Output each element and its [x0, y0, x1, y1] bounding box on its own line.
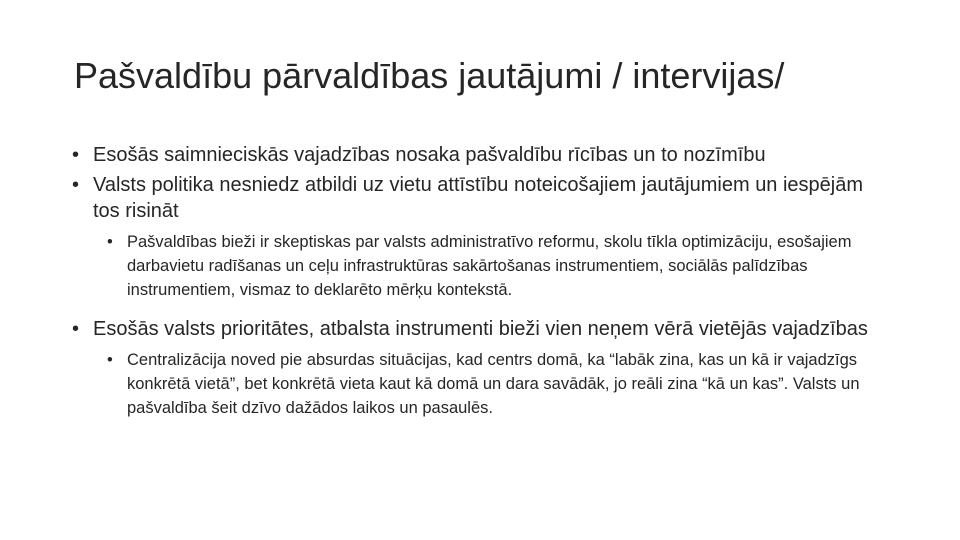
sub-bullet-text: Centralizācija noved pie absurdas situācijas, kad centrs domā, ka “labāk zina, kas un kā ir vajadzīgs konkrētā vietā”, bet konkrētā vieta kaut kā domā un dara savādāk, jo reāli zina “kā un kas”. Valsts un pašvaldība šeit dzīvo dažādos laikos un pasaulēs. — [127, 351, 860, 417]
bullet-text: Esošās saimnieciskās vajadzības nosaka pašvaldību rīcības un to nozīmību — [93, 144, 766, 166]
sub-bullet-item-2 — [107, 230, 887, 302]
bullet-dot: • — [72, 318, 80, 340]
sub-bullet-dot: • — [107, 233, 113, 251]
slide-content — [72, 142, 892, 434]
bullet-text: Esošās valsts prioritātes, atbalsta instrumenti bieži vien neņem vērā vietējās vajadzības — [93, 318, 868, 340]
bullet-item-1 — [72, 142, 892, 168]
bullet-text: Valsts politika nesniedz atbildi uz vietu attīstību noteicošajiem jautājumiem un iespējām tos risināt — [93, 174, 864, 222]
sub-bullet-text: Pašvaldības bieži ir skeptiskas par valsts administratīvo reformu, skolu tīkla optimizāciju, esošajiem darbavietu radīšanas un ceļu infrastruktūras sakārtošanas instrumentiem, sociālās palīdzības instrumentiem, vismaz to deklarēto mērķu kontekstā. — [127, 233, 852, 299]
bullet-item-2 — [72, 172, 892, 224]
slide-title: Pašvaldību pārvaldības jautājumi / intervijas/ — [74, 55, 785, 96]
sub-bullet-item-3 — [107, 348, 887, 420]
bullet-dot: • — [72, 174, 80, 196]
bullet-item-3 — [72, 316, 892, 342]
bullet-dot: • — [72, 144, 80, 166]
sub-bullet-dot: • — [107, 351, 113, 369]
